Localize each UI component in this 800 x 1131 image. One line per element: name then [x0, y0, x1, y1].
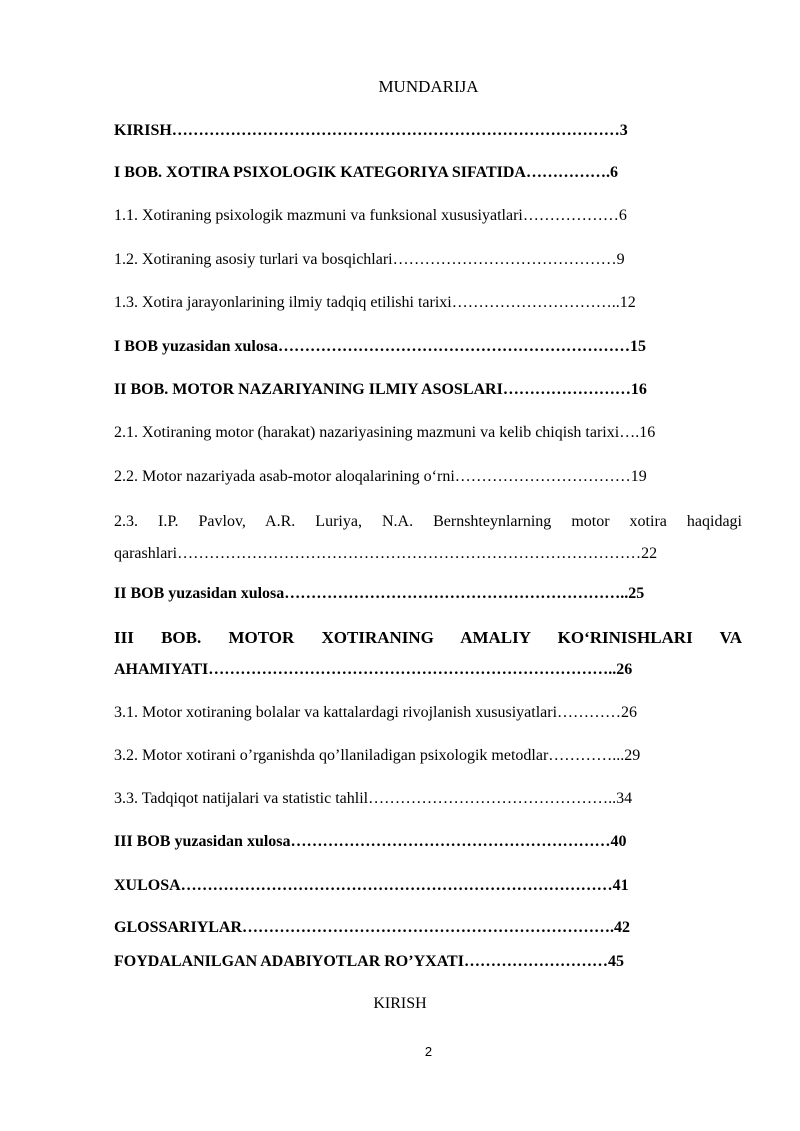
toc-entry-2-2: 2.2. Motor nazariyada asab-motor aloqalarining o‘rni……………………………19 [114, 468, 647, 485]
toc-entry-xulosa: XULOSA………………………………………………………………………41 [114, 877, 629, 894]
toc-entry-kirish: KIRISH…………………………………………………………………………3 [114, 122, 628, 139]
toc-entry-2-1: 2.1. Xotiraning motor (harakat) nazariyasining mazmuni va kelib chiqish tarixi….16 [114, 424, 656, 441]
next-section-heading: KIRISH [373, 995, 427, 1012]
toc-entry-3-1: 3.1. Motor xotiraning bolalar va kattalardagi rivojlanish xususiyatlari…………26 [114, 704, 638, 721]
page-number: 2 [424, 1044, 433, 1059]
toc-entry-chapter-3-line1: III BOB. MOTOR XOTIRANING AMALIY KO‘RINISHLARI VA [114, 628, 742, 647]
toc-entry-3-2: 3.2. Motor xotirani o’rganishda qo’llaniladigan psixologik metodlar…………...29 [114, 747, 641, 764]
toc-entry-chapter-3-conclusion: III BOB yuzasidan xulosa……………………………………………………40 [114, 833, 627, 850]
toc-entry-1-2: 1.2. Xotiraning asosiy turlari va bosqichlari……………………………………9 [114, 251, 625, 268]
toc-entry-2-3 [114, 508, 742, 568]
page-title: MUNDARIJA [378, 77, 479, 96]
toc-entry-chapter-3-line2: AHAMIYATI…………………………………………………………………..26 [114, 661, 633, 678]
toc-entry-chapter-3 [114, 624, 742, 684]
toc-entry-chapter-2-conclusion: II BOB yuzasidan xulosa………………………………………………………..25 [114, 585, 645, 602]
toc-entry-glossary: GLOSSARIYLAR…………………………………………………………….42 [114, 919, 631, 936]
toc-entry-1-3: 1.3. Xotira jarayonlarining ilmiy tadqiq etilishi tarixi…………………………..12 [114, 294, 636, 311]
toc-entry-1-1: 1.1. Xotiraning psixologik mazmuni va funksional xususiyatlari………………6 [114, 207, 627, 224]
toc-entry-2-3-line2: qarashlari……………………………………………………………………………22 [114, 545, 658, 562]
toc-entry-chapter-1: I BOB. XOTIRA PSIXOLOGIK KATEGORIYA SIFATIDA…………….6 [114, 164, 618, 181]
toc-entry-chapter-2: II BOB. MOTOR NAZARIYANING ILMIY ASOSLARI……………………16 [114, 381, 647, 398]
toc-entry-3-3: 3.3. Tadqiqot natijalari va statistic tahlil………………………………………..34 [114, 790, 633, 807]
toc-entry-references: FOYDALANILGAN ADABIYOTLAR RO’YXATI………………………45 [114, 953, 624, 970]
toc-entry-2-3-line1: 2.3. I.P. Pavlov, A.R. Luriya, N.A. Bernshteynlarning motor xotira haqidagi [114, 513, 742, 530]
toc-entry-chapter-1-conclusion: I BOB yuzasidan xulosa…………………………………………………………15 [114, 338, 647, 355]
